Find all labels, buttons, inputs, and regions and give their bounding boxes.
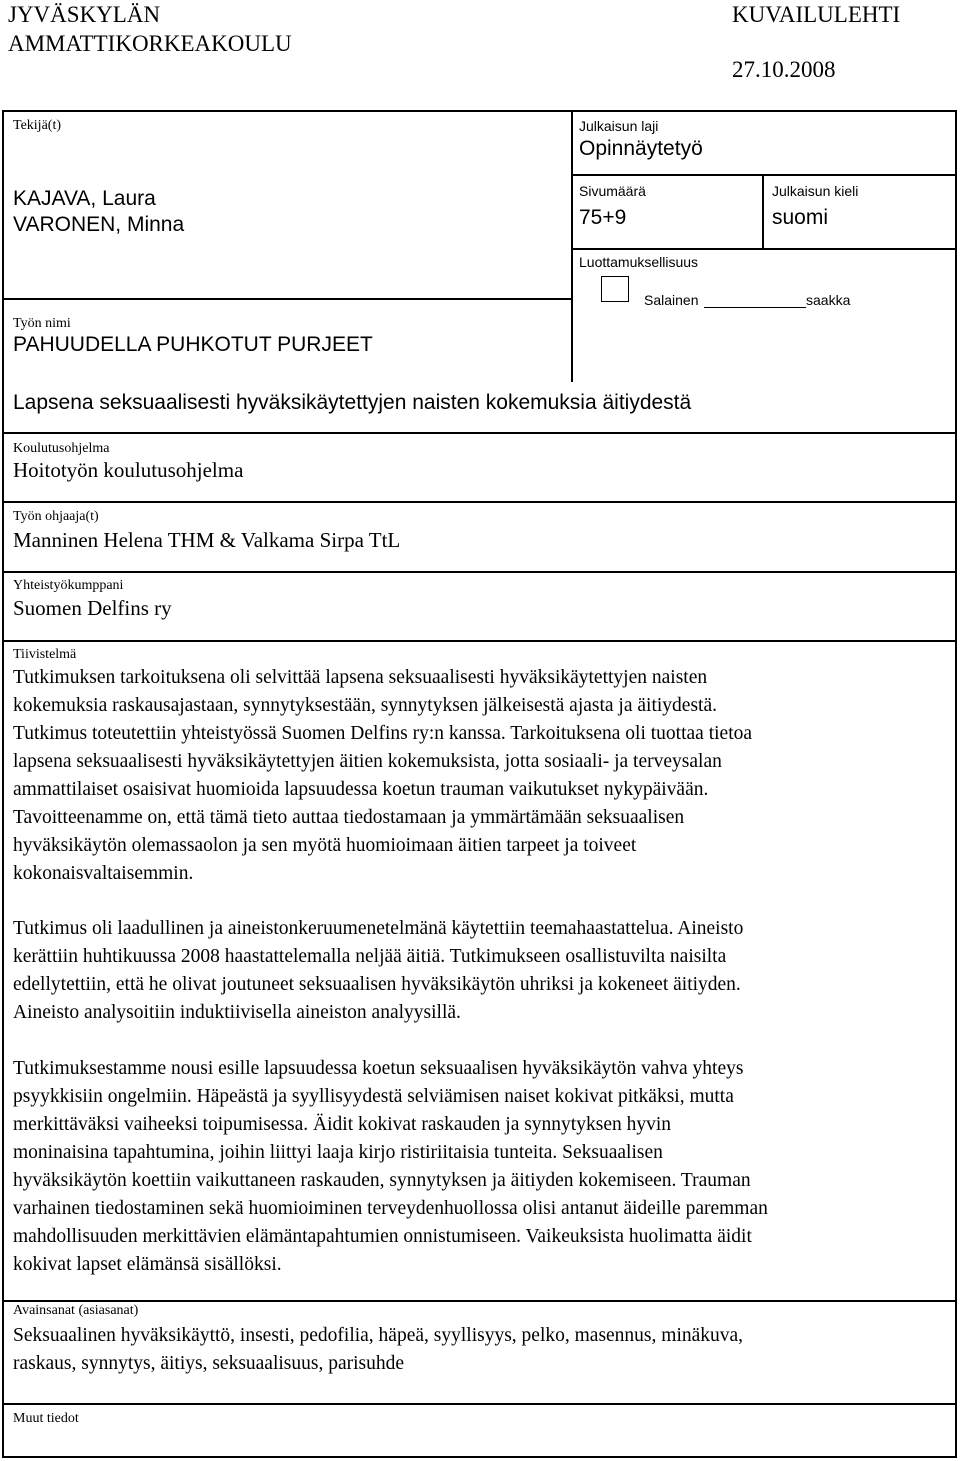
keywords-label: Avainsanat (asiasanat) bbox=[13, 1303, 139, 1318]
divider-authors bbox=[2, 298, 573, 300]
title-label: Työn nimi bbox=[13, 316, 71, 331]
programme-value: Hoitotyön koulutusohjelma bbox=[13, 458, 244, 482]
title-subtitle: Lapsena seksuaalisesti hyväksikäytettyjen naisten kokemuksia äitiydestä bbox=[13, 391, 692, 414]
abstract-line: ammattilaiset osaisivat huomioida lapsuudessa koetun trauman vaikutukset nykypäivään. bbox=[13, 779, 709, 800]
confidentiality-label: Luottamuksellisuus bbox=[579, 254, 699, 270]
abstract-paragraph-3 bbox=[13, 1055, 768, 1279]
author-1: KAJAVA, Laura bbox=[13, 187, 156, 210]
abstract-line: varhainen tiedostaminen sekä huomioiminen terveydenhuollossa olisi antanut äideille paremman bbox=[13, 1198, 768, 1219]
abstract-line: Tavoitteenamme on, että tämä tieto auttaa tiedostamaan ja ymmärtämään seksuaalisen bbox=[13, 807, 685, 828]
supervisors-value: Manninen Helena THM & Valkama Sirpa TtL bbox=[13, 528, 401, 552]
abstract-line: kokonaisvaltaisemmin. bbox=[13, 863, 194, 884]
publication-type-label: Julkaisun laji bbox=[579, 118, 659, 134]
abstract-line: edellytettiin, että he olivat joutuneet seksuaalisen hyväksikäytön uhriksi ja kokeneet äitiyden. bbox=[13, 974, 741, 995]
confidential-until-label: saakka bbox=[806, 292, 851, 308]
abstract-line: Tutkimus toteutettiin yhteistyössä Suomen Delfins ry:n kanssa. Tarkoituksena oli tuottaa tietoa bbox=[13, 723, 753, 744]
divider-partner bbox=[2, 640, 957, 642]
divider-abstract bbox=[2, 1300, 957, 1302]
confidential-until-field[interactable] bbox=[704, 307, 806, 308]
abstract-line: kokemuksia raskausajastaan, synnytyksestään, synnytyksen jälkeisestä ajasta ja äitiydestä. bbox=[13, 695, 717, 716]
partner-value: Suomen Delfins ry bbox=[13, 596, 172, 620]
abstract-line: hyväksikäytön koettiin vaikuttaneen raskauden, synnytyksen ja äitiyden kokemiseen. Trauman bbox=[13, 1170, 751, 1191]
abstract-paragraph-2 bbox=[13, 915, 743, 1027]
abstract-line: hyväksikäytön olemassaolon ja sen myötä huomioimaan äitien tarpeet ja toiveet bbox=[13, 835, 637, 856]
programme-label: Koulutusohjelma bbox=[13, 441, 110, 456]
keywords-line: Seksuaalinen hyväksikäyttö, insesti, pedofilia, häpeä, syyllisyys, pelko, masennus, minäkuva, bbox=[13, 1325, 744, 1346]
divider-type bbox=[571, 174, 957, 176]
institution-name bbox=[8, 0, 292, 58]
abstract-line: Tutkimuksestamme nousi esille lapsuudessa koetun seksuaalisen hyväksikäytön vahva yhteys bbox=[13, 1058, 744, 1079]
abstract-line: psyykkisiin ongelmiin. Häpeästä ja syyllisyydestä selviämisen naiset kokivat pitkäksi, mutta bbox=[13, 1086, 734, 1107]
supervisors-label: Työn ohjaaja(t) bbox=[13, 509, 99, 524]
abstract-line: Aineisto analysoitiin induktiivisella aineiston analyysillä. bbox=[13, 1002, 461, 1023]
divider-pages-language bbox=[762, 174, 764, 250]
divider-pages bbox=[571, 248, 957, 250]
other-info-label: Muut tiedot bbox=[13, 1411, 79, 1426]
language-value: suomi bbox=[772, 206, 829, 229]
abstract-paragraph-1 bbox=[13, 664, 752, 888]
publication-type-value: Opinnäytetyö bbox=[579, 137, 703, 160]
author-2: VARONEN, Minna bbox=[13, 213, 185, 236]
language-label: Julkaisun kieli bbox=[772, 183, 859, 199]
abstract-line: mahdollisuuden merkittävien elämäntapahtumien onnistumiseen. Vaikeuksista huolimatta äidit bbox=[13, 1226, 752, 1247]
keywords-line: raskaus, synnytys, äitiys, seksuaalisuus, parisuhde bbox=[13, 1353, 405, 1374]
abstract-label: Tiivistelmä bbox=[13, 647, 77, 662]
confidential-checkbox[interactable] bbox=[601, 276, 629, 302]
keywords-value bbox=[13, 1322, 743, 1378]
abstract-line: kerättiin huhtikuussa 2008 haastattelemalla neljää äitiä. Tutkimukseen osallistuvilta naisilta bbox=[13, 946, 727, 967]
abstract-line: kokivat lapset elämänsä sisällöksi. bbox=[13, 1254, 282, 1275]
divider-programme bbox=[2, 501, 957, 503]
abstract-line: merkittäväksi vaiheeksi toipumisessa. Äidit kokivat raskauden ja synnytyksen hyvin bbox=[13, 1114, 672, 1135]
form-title: KUVAILULEHTI bbox=[732, 2, 901, 27]
column-divider bbox=[571, 110, 573, 382]
institution-line-2: AMMATTIKORKEAKOULU bbox=[8, 31, 292, 56]
divider-title bbox=[2, 432, 957, 434]
form-date: 27.10.2008 bbox=[732, 57, 836, 82]
abstract-line: moninaisina tapahtumina, joihin liittyi laaja kirjo ristiriitaisia tunteita. Seksuaalisen bbox=[13, 1142, 663, 1163]
title-main: PAHUUDELLA PUHKOTUT PURJEET bbox=[13, 333, 373, 356]
divider-keywords bbox=[2, 1403, 957, 1405]
divider-supervisors bbox=[2, 571, 957, 573]
pages-label: Sivumäärä bbox=[579, 183, 646, 199]
confidential-option-label: Salainen bbox=[644, 292, 699, 308]
authors-names bbox=[13, 186, 184, 238]
institution-line-1: JYVÄSKYLÄN bbox=[8, 2, 161, 27]
abstract-line: lapsena seksuaalisesti hyväksikäytettyjen äitien kokemuksista, jotta sosiaali- ja terveysalan bbox=[13, 751, 722, 772]
abstract-line: Tutkimus oli laadullinen ja aineistonkeruumenetelmänä käytettiin teemahaastattelua. Aineisto bbox=[13, 918, 744, 939]
authors-label: Tekijä(t) bbox=[13, 118, 61, 133]
partner-label: Yhteistyökumppani bbox=[13, 578, 124, 593]
abstract-line: Tutkimuksen tarkoituksena oli selvittää lapsena seksuaalisesti hyväksikäytettyjen naisten bbox=[13, 667, 708, 688]
pages-value: 75+9 bbox=[579, 206, 627, 229]
